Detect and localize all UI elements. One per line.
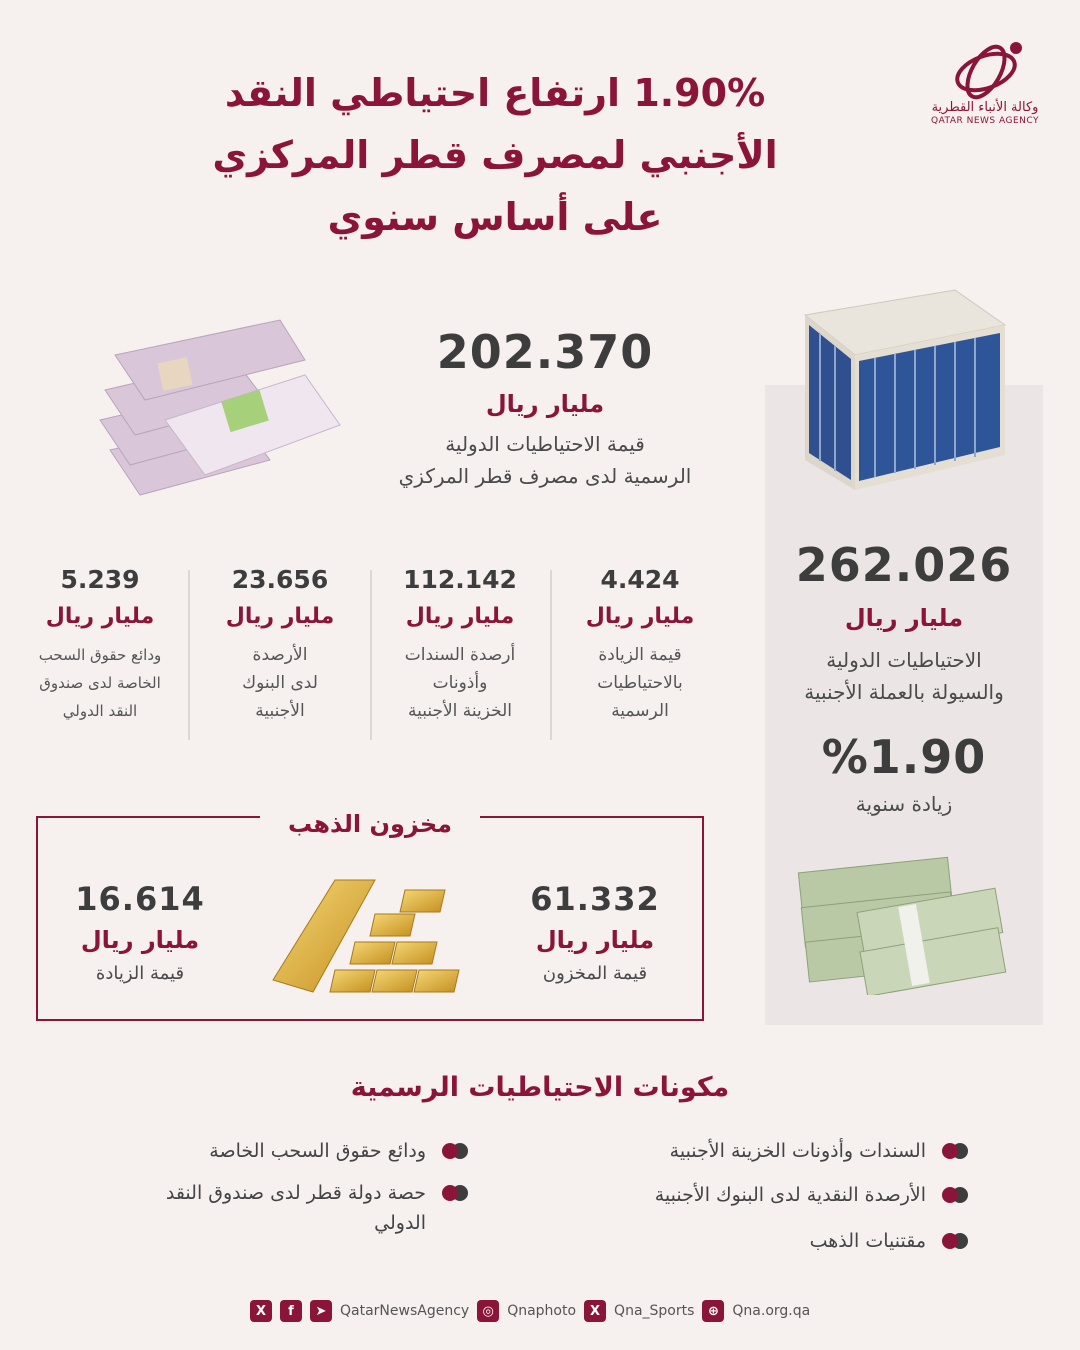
component-label: مقتنيات الذهب	[809, 1230, 926, 1252]
total-reserves-desc-line2: والسيولة بالعملة الأجنبية	[804, 680, 1004, 704]
breakdown-unit: مليار ريال	[405, 604, 515, 629]
breakdown-desc-line: الخاصة لدى صندوق	[39, 674, 161, 692]
breakdown-item	[375, 565, 545, 725]
official-reserves-desc	[350, 428, 740, 492]
gold-stock-label: قيمة المخزون	[542, 963, 648, 984]
column-divider	[550, 570, 552, 740]
annual-growth-value: %1.90	[821, 730, 987, 784]
list-item	[560, 1172, 970, 1218]
bullet-icon	[440, 1184, 470, 1202]
logo-text-en: QATAR NEWS AGENCY	[930, 116, 1040, 126]
official-reserves-value: 202.370	[436, 325, 654, 379]
riyal-banknotes-icon	[90, 300, 350, 510]
breakdown-desc-line: الأرصدة	[252, 645, 308, 665]
page-title	[150, 62, 840, 248]
bullet-icon	[440, 1142, 470, 1160]
title-line-3: على أساس سنوي	[327, 195, 663, 239]
gold-increase-unit: مليار ريال	[80, 926, 200, 954]
official-reserves-desc-line1: قيمة الاحتياطيات الدولية	[445, 432, 645, 456]
facebook-icon[interactable]: f	[280, 1300, 302, 1322]
bullet-icon	[940, 1186, 970, 1204]
footer-website[interactable]: Qna.org.qa	[732, 1303, 811, 1319]
gold-section-title: مخزون الذهب	[260, 810, 480, 838]
total-reserves-unit: مليار ريال	[844, 604, 964, 632]
breakdown-desc-line: قيمة الزيادة	[598, 645, 682, 665]
title-line-2: الأجنبي لمصرف قطر المركزي	[212, 133, 778, 177]
x-icon[interactable]: X	[584, 1300, 606, 1322]
footer-handle-sports[interactable]: Qna_Sports	[614, 1303, 695, 1319]
official-reserves-unit: مليار ريال	[485, 390, 605, 418]
component-label: السندات وأذونات الخزينة الأجنبية	[669, 1140, 926, 1162]
breakdown-desc-line: بالاحتياطيات	[597, 673, 683, 693]
title-line-1: 1.90% ارتفاع احتياطي النقد	[224, 71, 766, 115]
breakdown-unit: مليار ريال	[45, 604, 155, 629]
gold-stock-value: 61.332	[530, 880, 660, 918]
social-footer	[250, 1294, 830, 1328]
breakdown-desc-line: النقد الدولي	[62, 702, 138, 720]
breakdown-desc-line: ودائع حقوق السحب	[38, 646, 162, 664]
list-item	[560, 1218, 970, 1264]
breakdown-desc-line: الأجنبية	[255, 701, 305, 721]
annual-growth-label: زيادة سنوية	[855, 792, 953, 816]
breakdown-desc-line: أرصدة السندات	[404, 645, 516, 665]
dollar-banknotes-icon	[795, 845, 1010, 995]
total-reserves-value: 262.026	[795, 538, 1013, 592]
footer-handle-main[interactable]: QatarNewsAgency	[340, 1303, 470, 1319]
component-label: ودائع حقوق السحب الخاصة	[209, 1140, 426, 1162]
telegram-icon[interactable]: ➤	[310, 1300, 332, 1322]
x-icon[interactable]: X	[250, 1300, 272, 1322]
instagram-icon[interactable]: ◎	[477, 1300, 499, 1322]
breakdown-value: 4.424	[600, 565, 680, 594]
breakdown-desc-line: الرسمية	[611, 701, 669, 721]
logo-text-ar: وكالة الأنباء القطرية	[931, 100, 1039, 115]
breakdown-desc-line: الخزينة الأجنبية	[407, 701, 513, 721]
gold-increase-value: 16.614	[75, 880, 205, 918]
breakdown-value: 112.142	[403, 565, 517, 594]
list-item	[110, 1172, 470, 1238]
gold-increase-label: قيمة الزيادة	[95, 963, 185, 984]
component-label: الأرصدة النقدية لدى البنوك الأجنبية	[654, 1184, 926, 1206]
breakdown-item	[15, 565, 185, 725]
breakdown-value: 23.656	[231, 565, 329, 594]
bullet-icon	[940, 1232, 970, 1250]
breakdown-unit: مليار ريال	[225, 604, 335, 629]
components-list-left	[110, 1130, 470, 1238]
globe-icon[interactable]: ⊕	[702, 1300, 724, 1322]
list-item	[560, 1130, 970, 1172]
breakdown-desc-line: لدى البنوك	[242, 673, 318, 693]
footer-handle-photo[interactable]: Qnaphoto	[507, 1303, 577, 1319]
breakdown-item	[195, 565, 365, 725]
breakdown-unit: مليار ريال	[585, 604, 695, 629]
central-bank-building-icon	[795, 285, 1015, 495]
gold-bars-icon	[265, 860, 475, 1000]
total-reserves-desc	[765, 644, 1043, 708]
column-divider	[188, 570, 190, 740]
list-item	[110, 1130, 470, 1172]
official-reserves-desc-line2: الرسمية لدى مصرف قطر المركزي	[398, 464, 692, 488]
bullet-icon	[940, 1142, 970, 1160]
gold-stock-unit: مليار ريال	[535, 926, 655, 954]
column-divider	[370, 570, 372, 740]
breakdown-value: 5.239	[60, 565, 140, 594]
component-label: حصة دولة قطر لدى صندوق النقد الدولي	[165, 1182, 426, 1234]
breakdown-desc-line: وأذونات	[432, 673, 488, 693]
components-title: مكونات الاحتياطيات الرسمية	[350, 1072, 730, 1103]
breakdown-item	[555, 565, 725, 725]
components-list-right	[560, 1130, 970, 1264]
total-reserves-desc-line1: الاحتياطيات الدولية	[826, 648, 982, 672]
